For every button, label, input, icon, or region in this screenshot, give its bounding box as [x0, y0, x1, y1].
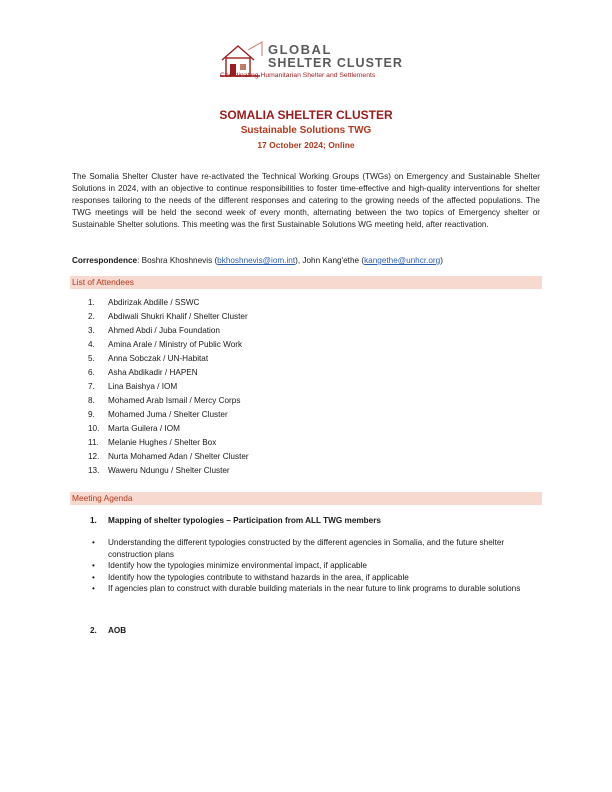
- attendee-number: 9.: [88, 410, 95, 419]
- page-title: SOMALIA SHELTER CLUSTER: [219, 108, 393, 122]
- attendee-number: 10.: [88, 424, 100, 433]
- correspondence-mid: ), John Kang'ethe (: [295, 256, 365, 265]
- correspondence-sep: :: [137, 256, 142, 265]
- attendees-heading: List of Attendees: [72, 277, 134, 287]
- meeting-date: 17 October 2024; Online: [257, 140, 355, 150]
- logo-line-2: SHELTER CLUSTER: [268, 56, 403, 70]
- attendee-name: Melanie Hughes / Shelter Box: [108, 438, 217, 447]
- attendee-name: Asha Abdikadir / HAPEN: [108, 368, 198, 377]
- list-item: [88, 436, 249, 450]
- correspondence-end: ): [440, 256, 443, 265]
- attendee-number: 4.: [88, 340, 95, 349]
- attendee-number: 12.: [88, 452, 100, 461]
- list-item: [88, 380, 249, 394]
- list-item: [88, 296, 249, 310]
- list-item: • If agencies plan to construct with durable building materials in the near future to link programs to durable solutions: [92, 583, 542, 595]
- list-item: • Identify how the typologies minimize environmental impact, if applicable: [92, 560, 542, 572]
- attendee-name: Nurta Mohamed Adan / Shelter Cluster: [108, 452, 249, 461]
- logo-tagline: Coordinating Humanitarian Shelter and Settlements: [220, 72, 376, 79]
- attendee-name: Waweru Ndungu / Shelter Cluster: [108, 466, 230, 475]
- attendees-list: [88, 296, 249, 478]
- agenda-item-1: [90, 516, 381, 525]
- attendee-name: Anna Sobczak / UN-Habitat: [108, 354, 209, 363]
- attendee-number: 3.: [88, 326, 95, 335]
- attendee-number: 6.: [88, 368, 95, 377]
- agenda-item-2: [90, 626, 126, 635]
- attendee-number: 8.: [88, 396, 95, 405]
- list-item: [88, 338, 249, 352]
- email-link-2[interactable]: kangethe@unhcr.org: [364, 256, 441, 265]
- list-item: [88, 422, 249, 436]
- attendee-name: Abdiwali Shukri Khalif / Shelter Cluster: [108, 312, 248, 321]
- attendee-number: 1.: [88, 298, 95, 307]
- list-item: [88, 324, 249, 338]
- attendee-name: Marta Guilera / IOM: [108, 424, 180, 433]
- attendee-name: Ahmed Abdi / Juba Foundation: [108, 326, 220, 335]
- attendee-number: 11.: [88, 438, 99, 447]
- correspondence-line: [72, 256, 443, 265]
- attendee-name: Mohamed Arab Ismail / Mercy Corps: [108, 396, 241, 405]
- list-item: [88, 366, 249, 380]
- email-link-1[interactable]: bkhoshnevis@iom.int: [217, 256, 296, 265]
- attendee-number: 2.: [88, 312, 95, 321]
- list-item: [88, 464, 249, 478]
- correspondence-name-1: Boshra Khoshnevis (: [141, 256, 218, 265]
- agenda-heading: Meeting Agenda: [72, 493, 133, 503]
- attendee-name: Abdirizak Abdille / SSWC: [108, 298, 200, 307]
- agenda-section-header: [70, 492, 542, 505]
- agenda-bullet-list: [92, 537, 542, 595]
- agenda-item-title: Mapping of shelter typologies – Participation from ALL TWG members: [108, 516, 381, 525]
- list-item: [88, 408, 249, 422]
- agenda-item-title: AOB: [108, 626, 127, 635]
- correspondence-label: Correspondence: [72, 256, 138, 265]
- attendee-number: 13.: [88, 466, 100, 475]
- attendee-name: Mohamed Juma / Shelter Cluster: [108, 410, 228, 419]
- list-item: [88, 450, 249, 464]
- logo-line-1: GLOBAL: [268, 42, 332, 57]
- list-item: • Identify how the typologies contribute to withstand hazards in the area, if applicable: [92, 572, 542, 584]
- list-item: • Understanding the different typologies constructed by the different agencies in Somalia, and the future shelter construction plans: [92, 537, 542, 560]
- intro-paragraph: The Somalia Shelter Cluster have re-activated the Technical Working Groups (TWGs) on Emergency and Sustainable Shelter Solutions in 2024, with an objective to continue responsibilities to foster time-effective and high-quality interventions for shelter responses tailoring to the needs of the different responses and catering to the growing needs of the affected populations. The TWG meetings will be held the second week of every month, alternating between the two topics of Emergency shelter or Sustainable Shelter solutions. This meeting was the first Sustainable Solutions WG meeting held, after reactivation.: [72, 172, 540, 229]
- agenda-item-number: 1.: [90, 516, 97, 525]
- attendee-name: Amina Arale / Ministry of Public Work: [108, 340, 243, 349]
- attendee-number: 5.: [88, 354, 95, 363]
- attendees-section-header: [70, 276, 542, 289]
- attendee-number: 7.: [88, 382, 95, 391]
- list-item: [88, 352, 249, 366]
- page-subtitle: Sustainable Solutions TWG: [240, 125, 372, 136]
- attendee-name: Lina Baishya / IOM: [108, 382, 178, 391]
- agenda-item-number: 2.: [90, 626, 97, 635]
- list-item: [88, 310, 249, 324]
- list-item: [88, 394, 249, 408]
